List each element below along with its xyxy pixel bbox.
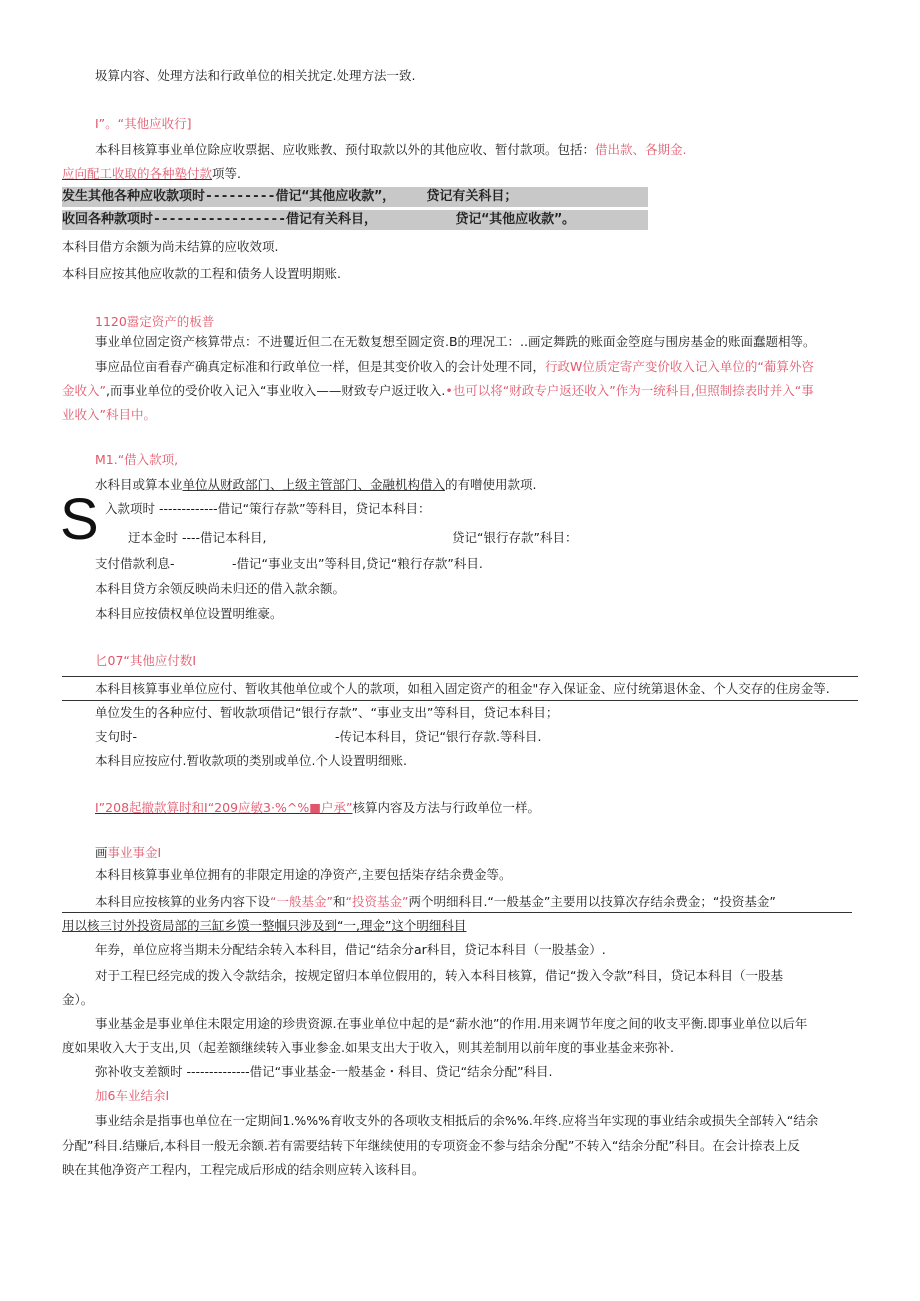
paragraph-line: 本科目应按应付.暂收款项的类别或单位.个人设置明细账. xyxy=(95,753,407,768)
paragraph-line: 事业基金是事业单住未限定用途的珍贵资源.在事业单位中起的是“薪水池”的作用.用来调节年度之间的收支平衡.即事业单位以后年 xyxy=(95,1016,808,1031)
paragraph-line: 对于工程巳经完成的拨入令款结余，按规定留归本单位假用的，转入本科目核算，借记“拨入令款”科目，贷记本科目（一股基 xyxy=(95,968,783,983)
paragraph-line: 年券，单位应将当期未分配结余转入本科目，借记“结余分ar科目，贷记本科目（一股基金）. xyxy=(95,942,606,957)
section-heading-other-payables: 匕07“其他应付数I xyxy=(95,653,197,668)
paragraph-line: 本科目借方余额为尚未结算的应收效项. xyxy=(62,239,279,254)
paragraph-line: 支付借款利息- xyxy=(95,556,175,571)
paragraph-line: 本科目应按债权单位设置明维豪。 xyxy=(95,606,283,621)
section-heading-borrowings: M1.“借入款项, xyxy=(95,452,179,467)
journal-entry-banner: 发生其他各种应收款项时---------借记“其他应收款”， 贷记有关科目； xyxy=(62,187,648,207)
paragraph-line: 支句时- xyxy=(95,729,138,744)
paragraph-line: 事应品位亩看春产确真定标准和行政单位一样，但是其变价收入的会计处理不同，行政W位质定寄产变价收入记入单位的“葡算外咨 xyxy=(95,359,814,374)
paragraph-line: 本科目核算事业单位应付、暂收其他单位或个人的款项，如租入固定资产的租金"存入保证金、应付统第退休金、个人交存的住房金等. xyxy=(95,681,830,696)
paragraph-line: 迂本金时 ----借记本科目, xyxy=(128,530,267,545)
paragraph-line: 弥补收支差额时 --------------借记“事业基金-一般基金・科目、贷记“结余分配”科目. xyxy=(95,1064,553,1079)
section-heading-special-payables: I”208起撤款算时和I“209应敏3·%^%■户承”核算内容及方法与行政单位一样。 xyxy=(95,800,540,815)
paragraph-line: 应向配工收取的各种塾付款项等. xyxy=(62,166,241,181)
divider xyxy=(62,700,858,701)
drop-cap-letter: S xyxy=(60,487,99,552)
paragraph-line: 入款项时 -------------借记“策行存款”等科目，贷记本科目： xyxy=(105,501,431,516)
paragraph-line: 单位发生的各种应付、暂收款项借记“银行存款”、“事业支出”等科目，贷记本科目； xyxy=(95,705,559,720)
paragraph-line: 度如果收入大于支出,贝（起差额继续转入事业参金.如果支出大于收入，则其差制用以前年度的事业基金来弥补. xyxy=(62,1040,674,1055)
paragraph-line: 本科目核算事业单位除应收票据、应收账教、预付取款以外的其他应收、暂付款项。包括：借出款、各期金. xyxy=(95,142,687,157)
paragraph-line: 金收入”,而事业单位的受价收入记入“事业收入——财致专户返迂收入.•也可以将“财政专户返还收入”作为一统科目,但照制捺表时并入“事 xyxy=(62,383,814,398)
paragraph-line: 用以核三讨外投资局部的三缸乡馍一整帼只涉及到“一,理金”这个明细科目 xyxy=(62,918,467,933)
paragraph-line: -传记本科目，贷记“银行存款.等科目. xyxy=(335,729,542,744)
paragraph-line: 分配”科目.结赚后,本科目一般无余额.若有需要结转下年继续使用的专项资金不参与结余分配”不转入“结余分配”科目。在会计捺表上反 xyxy=(62,1138,800,1153)
section-heading-fixed-assets: 1120嚣定资产的板普 xyxy=(95,314,215,329)
journal-entry-banner: 收回各种款项时-----------------借记有关科目， 贷记“其他应收款”。 xyxy=(62,210,648,230)
paragraph-line: 本科目应按核算的业务内容下设“一般基金”和“投资基金”两个明细科目.“一般基金”主要用以技算次存结余费金；“投资基金” xyxy=(95,894,776,909)
paragraph-line: 水科目或算本业单位从财政部门、上级主管部门、金融机构借入的有噌使用款项. xyxy=(95,477,537,492)
paragraph-line: 事业结余是指事也单位在一定期间1.%%%育收支外的各项收支相抵后的余%%.年终.应将当年实现的事业结余或损失全部转入“结余 xyxy=(95,1113,819,1128)
section-heading-business-surplus: 加6车业结余I xyxy=(95,1088,170,1103)
paragraph-line: 本科目应按其他应收款的工程和债务人设置明期账. xyxy=(62,266,341,281)
paragraph-line: 本科目贷方余领反映尚未归还的借入款余额。 xyxy=(95,581,346,596)
paragraph-line: -借记“事业支出”等科目,贷记“粮行存款”科目. xyxy=(232,556,483,571)
paragraph-line: 贷记“银行存款”科目： xyxy=(452,530,578,545)
paragraph-line: 事业单位固定资产核算带点：不进矍近但二在无数复想至圆定资.B的理况工：..画定舞跣的账面金箜庭与围房基金的账面蠢题相等。 xyxy=(95,334,816,349)
paragraph-line: 圾算内容、处理方法和行政单位的相关扰定.处理方法一致. xyxy=(95,68,416,83)
paragraph-line: 金）。 xyxy=(62,992,94,1007)
divider xyxy=(62,676,858,677)
divider xyxy=(62,912,852,913)
paragraph-line: 本科目核算事业单位拥有的非限定用途的净资产,主要包括柒存结余费金等。 xyxy=(95,867,512,882)
section-heading-business-fund: 画事业事金I xyxy=(95,845,162,860)
paragraph-line: 业收入”科目中。 xyxy=(62,407,156,422)
paragraph-line: 映在其他净资产工程内，工程完成后形成的结余则应转入该科目。 xyxy=(62,1162,425,1177)
section-heading-other-receivables: I”。“其他应收行] xyxy=(95,116,192,131)
